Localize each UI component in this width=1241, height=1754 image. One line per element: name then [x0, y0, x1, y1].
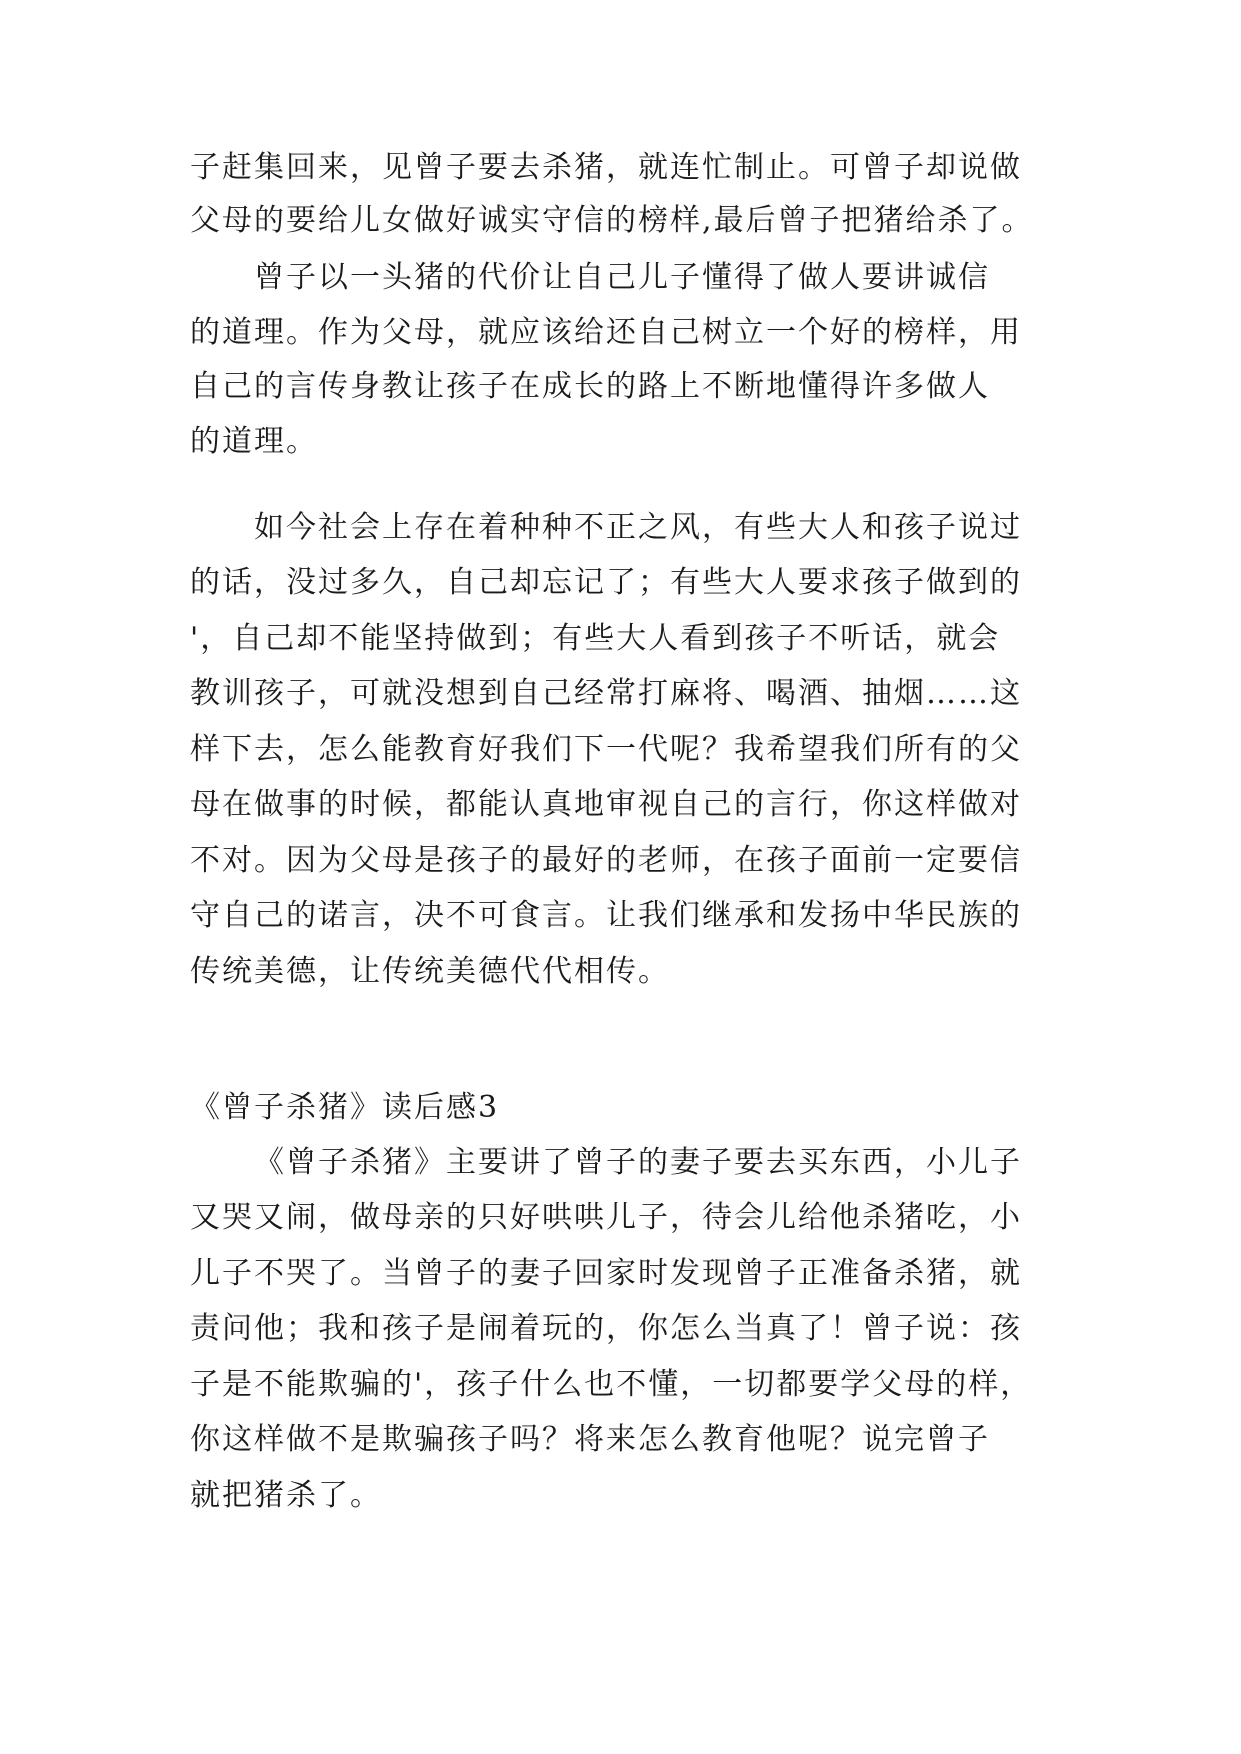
- paragraph-1-line-1: 子赶集回来，见曾子要去杀猪，就连忙制止。可曾子却说做: [190, 150, 1022, 185]
- paragraph-1-line-2: 父母的要给儿女做好诚实守信的榜样,最后曾子把猪给杀了。: [190, 203, 1034, 238]
- paragraph-4-line-3: 儿子不哭了。当曾子的妻子回家时发现曾子正准备杀猪，就: [190, 1256, 1022, 1291]
- paragraph-4-line-2: 又哭又闹，做母亲的只好哄哄儿子，待会儿给他杀猪吃，小: [190, 1200, 1022, 1235]
- paragraph-2-line-1: 曾子以一头猪的代价让自己儿子懂得了做人要讲诚信: [254, 260, 990, 295]
- paragraph-3-line-7: 不对。因为父母是孩子的最好的老师，在孩子面前一定要信: [190, 843, 1022, 878]
- paragraph-3-line-3: '，自己却不能坚持做到；有些大人看到孩子不听话，就会: [190, 621, 1001, 656]
- paragraph-3-line-1: 如今社会上存在着种种不正之风，有些大人和孩子说过: [254, 510, 1022, 545]
- paragraph-4-line-6: 你这样做不是欺骗孩子吗？将来怎么教育他呢？说完曾子: [190, 1422, 990, 1457]
- paragraph-3-line-6: 母在做事的时候，都能认真地审视自己的言行，你这样做对: [190, 787, 1022, 822]
- paragraph-2-line-2: 的道理。作为父母，就应该给还自己树立一个好的榜样，用: [190, 315, 1022, 350]
- paragraph-4-line-1: 《曾子杀猪》主要讲了曾子的妻子要去买东西，小儿子: [254, 1145, 1022, 1180]
- paragraph-4-line-5: 子是不能欺骗的'，孩子什么也不懂，一切都要学父母的样，: [190, 1367, 1033, 1402]
- paragraph-3-line-2: 的话，没过多久，自己却忘记了；有些大人要求孩子做到的: [190, 565, 1022, 600]
- section-title: 《曾子杀猪》读后感3: [190, 1090, 500, 1125]
- paragraph-3-line-5: 样下去，怎么能教育好我们下一代呢？我希望我们所有的父: [190, 732, 1022, 767]
- paragraph-3-line-9: 传统美德，让传统美德代代相传。: [190, 954, 670, 989]
- paragraph-4-line-4: 责问他；我和孩子是闹着玩的，你怎么当真了！曾子说：孩: [190, 1311, 1022, 1346]
- paragraph-2-line-3: 自己的言传身教让孩子在成长的路上不断地懂得许多做人: [190, 369, 990, 404]
- paragraph-4-line-7: 就把猪杀了。: [190, 1478, 382, 1513]
- paragraph-3-line-4: 教训孩子，可就没想到自己经常打麻将、喝酒、抽烟……这: [190, 676, 1022, 711]
- paragraph-3-line-8: 守自己的诺言，决不可食言。让我们继承和发扬中华民族的: [190, 898, 1022, 933]
- paragraph-2-line-4: 的道理。: [190, 424, 318, 459]
